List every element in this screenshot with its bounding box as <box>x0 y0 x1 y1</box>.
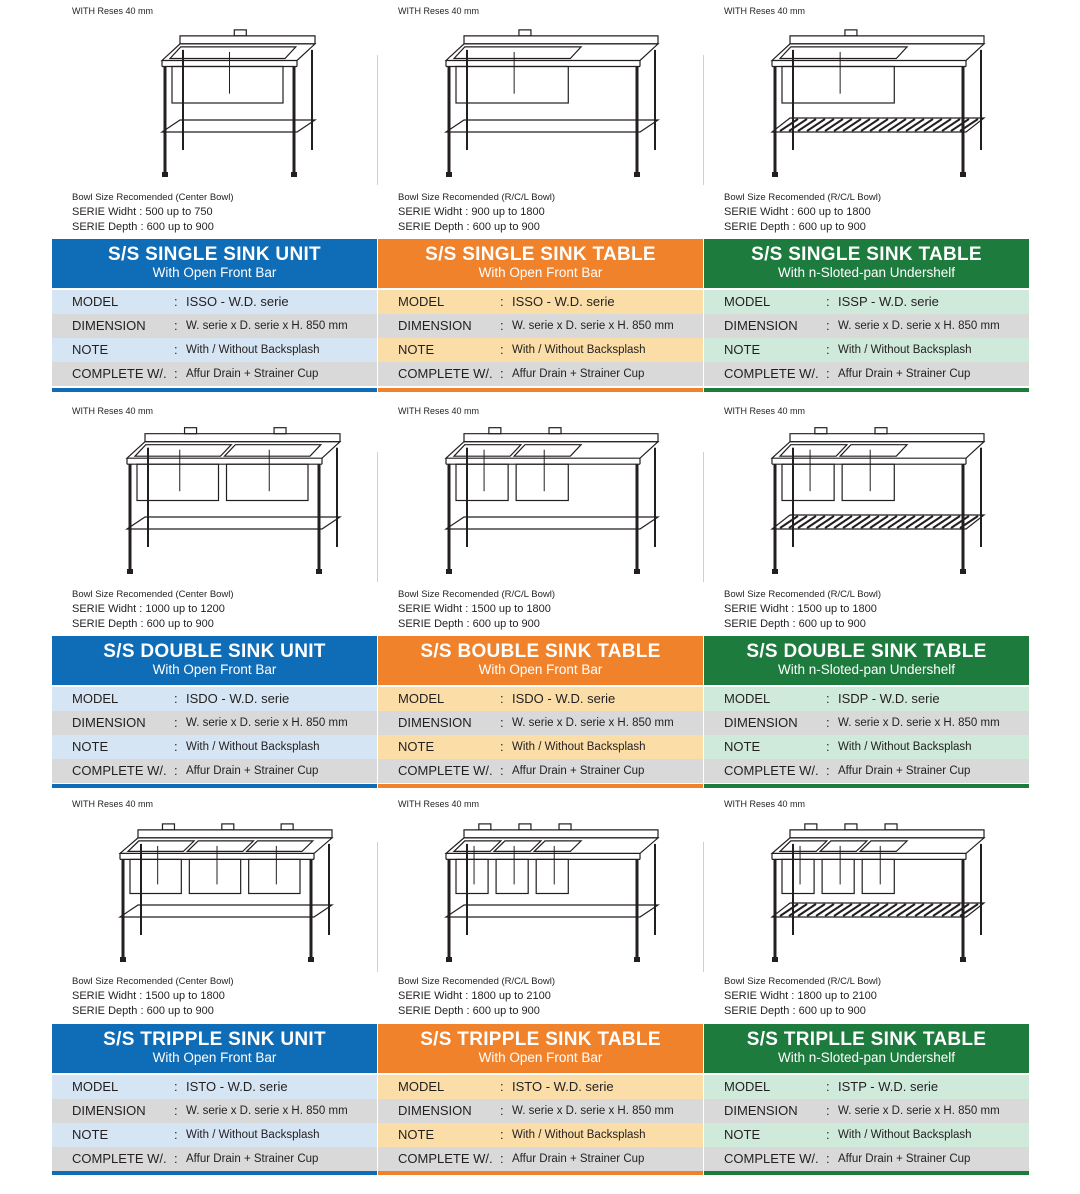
spec-label: NOTE <box>724 1127 761 1142</box>
spec-label: COMPLETE W/. <box>72 366 167 381</box>
spec-table <box>52 290 377 386</box>
spec-colon: : <box>826 715 830 730</box>
spec-colon: : <box>500 294 504 309</box>
reses-note: WITH Reses 40 mm <box>72 6 154 16</box>
serie-width-text: SERIE Widht : 1800 up to 2100 <box>398 990 551 1002</box>
card-bottom-line <box>52 1171 377 1175</box>
spec-colon: : <box>500 763 504 778</box>
spec-value-model: ISTO - W.D. serie <box>512 1079 614 1094</box>
serie-depth-text: SERIE Depth : 600 up to 900 <box>398 618 540 630</box>
spec-value-dimension: W. serie x D. serie x H. 850 mm <box>512 320 674 332</box>
spec-label: COMPLETE W/. <box>398 1151 493 1166</box>
product-title: S/S SINGLE SINK TABLE <box>751 244 982 265</box>
sink-table-single-icon <box>398 14 688 180</box>
spec-row-model <box>52 687 377 711</box>
reses-note: WITH Reses 40 mm <box>72 799 154 809</box>
spec-label: DIMENSION <box>72 318 146 333</box>
spec-row-dimension <box>704 1099 1029 1123</box>
bowl-info <box>72 190 234 235</box>
card-bottom-line <box>52 784 377 788</box>
spec-row-note <box>52 735 377 759</box>
card-bottom-line <box>704 784 1029 788</box>
product-title-banner <box>52 1024 377 1073</box>
reses-note: WITH Reses 40 mm <box>72 406 154 416</box>
spec-label: DIMENSION <box>398 715 472 730</box>
card-bottom-line <box>378 784 703 788</box>
product-title: S/S TRIPLLE SINK TABLE <box>746 1029 987 1050</box>
spec-colon: : <box>500 715 504 730</box>
spec-colon: : <box>826 1103 830 1118</box>
card-bottom-line <box>52 388 377 392</box>
spec-label: MODEL <box>724 294 771 309</box>
spec-label: NOTE <box>72 739 109 754</box>
spec-value-complete: Affur Drain + Strainer Cup <box>838 765 971 777</box>
spec-table <box>378 1075 703 1171</box>
bowl-size-text: Bowl Size Recomended (R/C/L Bowl) <box>398 192 555 203</box>
spec-colon: : <box>174 1103 178 1118</box>
spec-value-dimension: W. serie x D. serie x H. 850 mm <box>512 717 674 729</box>
spec-label: NOTE <box>72 342 109 357</box>
spec-colon: : <box>174 1079 178 1094</box>
serie-width-text: SERIE Widht : 1800 up to 2100 <box>724 990 877 1002</box>
bowl-size-text: Bowl Size Recomended (R/C/L Bowl) <box>398 589 555 600</box>
column-divider <box>377 55 378 185</box>
sink-drawing <box>724 14 1014 180</box>
bowl-size-text: Bowl Size Recomended (R/C/L Bowl) <box>398 976 555 987</box>
spec-row-note <box>378 1123 703 1147</box>
spec-table <box>704 1075 1029 1171</box>
serie-width-text: SERIE Widht : 900 up to 1800 <box>398 206 545 218</box>
spec-row-complete <box>704 362 1029 386</box>
column-divider <box>703 55 704 185</box>
spec-colon: : <box>826 342 830 357</box>
spec-value-model: ISDO - W.D. serie <box>512 691 616 706</box>
spec-value-note: With / Without Backsplash <box>186 741 320 753</box>
sink-drawing <box>398 14 688 180</box>
product-subtitle: With Open Front Bar <box>478 662 603 677</box>
spec-row-dimension <box>378 1099 703 1123</box>
spec-colon: : <box>826 763 830 778</box>
spec-value-note: With / Without Backsplash <box>512 741 646 753</box>
spec-value-note: With / Without Backsplash <box>838 741 972 753</box>
bowl-info <box>398 190 555 235</box>
spec-value-complete: Affur Drain + Strainer Cup <box>838 368 971 380</box>
spec-value-note: With / Without Backsplash <box>186 344 320 356</box>
spec-value-complete: Affur Drain + Strainer Cup <box>186 368 319 380</box>
spec-colon: : <box>500 739 504 754</box>
bowl-info <box>72 587 234 632</box>
bowl-info <box>724 190 881 235</box>
product-title: S/S TRIPPLE SINK UNIT <box>103 1029 326 1050</box>
spec-table <box>52 1075 377 1171</box>
serie-depth-text: SERIE Depth : 600 up to 900 <box>724 1005 866 1017</box>
spec-colon: : <box>174 1127 178 1142</box>
spec-value-complete: Affur Drain + Strainer Cup <box>186 1153 319 1165</box>
spec-colon: : <box>500 342 504 357</box>
serie-depth-text: SERIE Depth : 600 up to 900 <box>398 1005 540 1017</box>
spec-row-model <box>704 1075 1029 1099</box>
spec-colon: : <box>174 739 178 754</box>
column-divider <box>703 452 704 582</box>
spec-label: DIMENSION <box>72 1103 146 1118</box>
spec-value-dimension: W. serie x D. serie x H. 850 mm <box>838 717 1000 729</box>
spec-colon: : <box>826 294 830 309</box>
spec-value-note: With / Without Backsplash <box>838 344 972 356</box>
sink-drawing <box>398 810 688 965</box>
spec-colon: : <box>174 318 178 333</box>
spec-row-note <box>378 338 703 362</box>
spec-row-complete <box>704 1147 1029 1171</box>
serie-depth-text: SERIE Depth : 600 up to 900 <box>398 221 540 233</box>
product-title: S/S TRIPPLE SINK TABLE <box>420 1029 661 1050</box>
spec-value-model: ISDP - W.D. serie <box>838 691 940 706</box>
spec-colon: : <box>174 366 178 381</box>
bowl-size-text: Bowl Size Recomended (Center Bowl) <box>72 192 234 203</box>
spec-label: DIMENSION <box>72 715 146 730</box>
spec-value-dimension: W. serie x D. serie x H. 850 mm <box>838 320 1000 332</box>
spec-value-complete: Affur Drain + Strainer Cup <box>838 1153 971 1165</box>
spec-row-note <box>52 1123 377 1147</box>
bowl-info <box>72 974 234 1019</box>
column-divider <box>377 842 378 972</box>
column-divider <box>377 452 378 582</box>
serie-depth-text: SERIE Depth : 600 up to 900 <box>724 618 866 630</box>
product-title-banner <box>378 239 703 288</box>
spec-label: DIMENSION <box>724 1103 798 1118</box>
card-bottom-line <box>378 388 703 392</box>
spec-label: NOTE <box>72 1127 109 1142</box>
spec-row-note <box>378 735 703 759</box>
spec-label: DIMENSION <box>724 318 798 333</box>
spec-value-dimension: W. serie x D. serie x H. 850 mm <box>186 320 348 332</box>
spec-label: DIMENSION <box>398 318 472 333</box>
serie-depth-text: SERIE Depth : 600 up to 900 <box>72 618 214 630</box>
spec-colon: : <box>174 342 178 357</box>
spec-row-dimension <box>378 314 703 338</box>
card-bottom-line <box>704 1171 1029 1175</box>
spec-value-model: ISSO - W.D. serie <box>512 294 615 309</box>
card-bottom-line <box>378 1171 703 1175</box>
bowl-info <box>398 587 555 632</box>
spec-value-note: With / Without Backsplash <box>512 344 646 356</box>
product-title: S/S DOUBLE SINK TABLE <box>746 641 987 662</box>
spec-value-complete: Affur Drain + Strainer Cup <box>186 765 319 777</box>
spec-row-complete <box>378 759 703 783</box>
spec-label: COMPLETE W/. <box>724 763 819 778</box>
spec-value-model: ISTP - W.D. serie <box>838 1079 939 1094</box>
spec-label: COMPLETE W/. <box>72 763 167 778</box>
spec-row-model <box>52 1075 377 1099</box>
serie-width-text: SERIE Widht : 600 up to 1800 <box>724 206 871 218</box>
serie-depth-text: SERIE Depth : 600 up to 900 <box>72 1005 214 1017</box>
sink-table-double-icon <box>398 412 688 577</box>
reses-note: WITH Reses 40 mm <box>398 406 480 416</box>
spec-value-note: With / Without Backsplash <box>838 1129 972 1141</box>
sink-drawing <box>72 810 362 965</box>
product-catalog-grid <box>52 0 1030 1194</box>
bowl-size-text: Bowl Size Recomended (Center Bowl) <box>72 589 234 600</box>
spec-label: DIMENSION <box>398 1103 472 1118</box>
sink-unit-double-icon <box>72 412 362 577</box>
sink-unit-triple-icon <box>72 810 362 965</box>
serie-depth-text: SERIE Depth : 600 up to 900 <box>72 221 214 233</box>
spec-label: MODEL <box>72 1079 119 1094</box>
spec-label: MODEL <box>398 294 445 309</box>
spec-row-complete <box>52 362 377 386</box>
spec-label: NOTE <box>398 1127 435 1142</box>
spec-table <box>704 687 1029 783</box>
sink-table-triple-icon <box>398 810 688 965</box>
sink-table-triple-pan-icon <box>724 810 1014 965</box>
spec-row-complete <box>52 1147 377 1171</box>
spec-row-complete <box>52 759 377 783</box>
bowl-info <box>724 974 881 1019</box>
spec-value-model: ISDO - W.D. serie <box>186 691 290 706</box>
spec-row-dimension <box>704 711 1029 735</box>
spec-label: COMPLETE W/. <box>72 1151 167 1166</box>
spec-colon: : <box>500 1079 504 1094</box>
spec-colon: : <box>826 1127 830 1142</box>
spec-colon: : <box>826 691 830 706</box>
spec-colon: : <box>174 763 178 778</box>
bowl-info <box>398 974 555 1019</box>
spec-colon: : <box>500 691 504 706</box>
sink-drawing <box>72 412 362 577</box>
sink-drawing <box>72 14 362 180</box>
product-title-banner <box>704 636 1029 685</box>
spec-label: NOTE <box>724 342 761 357</box>
spec-colon: : <box>174 691 178 706</box>
spec-colon: : <box>826 366 830 381</box>
bowl-size-text: Bowl Size Recomended (R/C/L Bowl) <box>724 589 881 600</box>
spec-value-complete: Affur Drain + Strainer Cup <box>512 368 645 380</box>
serie-width-text: SERIE Widht : 1500 up to 1800 <box>398 603 551 615</box>
card-bottom-line <box>704 388 1029 392</box>
spec-label: COMPLETE W/. <box>724 366 819 381</box>
product-title-banner <box>704 239 1029 288</box>
spec-label: COMPLETE W/. <box>398 366 493 381</box>
product-title-banner <box>52 239 377 288</box>
spec-row-model <box>704 687 1029 711</box>
spec-row-model <box>378 290 703 314</box>
spec-colon: : <box>826 1151 830 1166</box>
product-subtitle: With n-Sloted-pan Undershelf <box>777 662 956 677</box>
sink-drawing <box>398 412 688 577</box>
spec-table <box>704 290 1029 386</box>
spec-colon: : <box>500 1103 504 1118</box>
serie-width-text: SERIE Widht : 1000 up to 1200 <box>72 603 225 615</box>
product-subtitle: With Open Front Bar <box>152 265 277 280</box>
spec-row-dimension <box>52 314 377 338</box>
serie-width-text: SERIE Widht : 1500 up to 1800 <box>72 990 225 1002</box>
spec-row-model <box>704 290 1029 314</box>
spec-row-note <box>704 735 1029 759</box>
product-subtitle: With Open Front Bar <box>152 1050 277 1065</box>
reses-note: WITH Reses 40 mm <box>398 6 480 16</box>
spec-value-model: ISSO - W.D. serie <box>186 294 289 309</box>
spec-table <box>52 687 377 783</box>
product-title-banner <box>52 636 377 685</box>
spec-row-complete <box>704 759 1029 783</box>
spec-row-complete <box>378 362 703 386</box>
spec-value-model: ISSP - W.D. serie <box>838 294 939 309</box>
spec-table <box>378 290 703 386</box>
reses-note: WITH Reses 40 mm <box>724 6 806 16</box>
product-title: S/S SINGLE SINK TABLE <box>425 244 656 265</box>
spec-colon: : <box>826 739 830 754</box>
sink-table-single-pan-icon <box>724 14 1014 180</box>
bowl-size-text: Bowl Size Recomended (R/C/L Bowl) <box>724 192 881 203</box>
spec-value-note: With / Without Backsplash <box>186 1129 320 1141</box>
spec-row-dimension <box>52 1099 377 1123</box>
reses-note: WITH Reses 40 mm <box>398 799 480 809</box>
spec-colon: : <box>826 318 830 333</box>
spec-colon: : <box>826 1079 830 1094</box>
spec-row-dimension <box>704 314 1029 338</box>
spec-colon: : <box>174 294 178 309</box>
spec-row-dimension <box>378 711 703 735</box>
serie-width-text: SERIE Widht : 500 up to 750 <box>72 206 213 218</box>
bowl-info <box>724 587 881 632</box>
spec-label: MODEL <box>398 1079 445 1094</box>
product-title: S/S BOUBLE SINK TABLE <box>420 641 661 662</box>
spec-table <box>378 687 703 783</box>
spec-label: MODEL <box>72 691 119 706</box>
spec-colon: : <box>500 366 504 381</box>
product-subtitle: With n-Sloted-pan Undershelf <box>777 265 956 280</box>
spec-label: MODEL <box>72 294 119 309</box>
spec-row-model <box>52 290 377 314</box>
bowl-size-text: Bowl Size Recomended (Center Bowl) <box>72 976 234 987</box>
sink-table-double-pan-icon <box>724 412 1014 577</box>
spec-label: NOTE <box>724 739 761 754</box>
product-subtitle: With Open Front Bar <box>152 662 277 677</box>
reses-note: WITH Reses 40 mm <box>724 406 806 416</box>
product-title-banner <box>704 1024 1029 1073</box>
spec-label: DIMENSION <box>724 715 798 730</box>
spec-value-dimension: W. serie x D. serie x H. 850 mm <box>186 717 348 729</box>
spec-value-dimension: W. serie x D. serie x H. 850 mm <box>512 1105 674 1117</box>
spec-row-model <box>378 1075 703 1099</box>
spec-value-complete: Affur Drain + Strainer Cup <box>512 765 645 777</box>
sink-drawing <box>724 412 1014 577</box>
spec-value-dimension: W. serie x D. serie x H. 850 mm <box>838 1105 1000 1117</box>
product-subtitle: With Open Front Bar <box>478 265 603 280</box>
spec-value-model: ISTO - W.D. serie <box>186 1079 288 1094</box>
spec-colon: : <box>500 1127 504 1142</box>
spec-colon: : <box>174 715 178 730</box>
product-title-banner <box>378 1024 703 1073</box>
sink-drawing <box>724 810 1014 965</box>
spec-label: MODEL <box>398 691 445 706</box>
spec-colon: : <box>500 1151 504 1166</box>
spec-colon: : <box>174 1151 178 1166</box>
serie-depth-text: SERIE Depth : 600 up to 900 <box>724 221 866 233</box>
bowl-size-text: Bowl Size Recomended (R/C/L Bowl) <box>724 976 881 987</box>
serie-width-text: SERIE Widht : 1500 up to 1800 <box>724 603 877 615</box>
product-title: S/S SINGLE SINK UNIT <box>108 244 321 265</box>
spec-label: NOTE <box>398 342 435 357</box>
product-subtitle: With Open Front Bar <box>478 1050 603 1065</box>
spec-colon: : <box>500 318 504 333</box>
spec-value-dimension: W. serie x D. serie x H. 850 mm <box>186 1105 348 1117</box>
spec-value-complete: Affur Drain + Strainer Cup <box>512 1153 645 1165</box>
spec-row-note <box>704 338 1029 362</box>
spec-value-note: With / Without Backsplash <box>512 1129 646 1141</box>
product-subtitle: With n-Sloted-pan Undershelf <box>777 1050 956 1065</box>
spec-row-dimension <box>52 711 377 735</box>
spec-label: COMPLETE W/. <box>398 763 493 778</box>
product-title-banner <box>378 636 703 685</box>
spec-row-model <box>378 687 703 711</box>
spec-label: COMPLETE W/. <box>724 1151 819 1166</box>
spec-row-note <box>52 338 377 362</box>
reses-note: WITH Reses 40 mm <box>724 799 806 809</box>
spec-row-note <box>704 1123 1029 1147</box>
spec-label: MODEL <box>724 691 771 706</box>
spec-label: MODEL <box>724 1079 771 1094</box>
product-title: S/S DOUBLE SINK UNIT <box>103 641 326 662</box>
spec-label: NOTE <box>398 739 435 754</box>
column-divider <box>703 842 704 972</box>
spec-row-complete <box>378 1147 703 1171</box>
sink-unit-single-icon <box>72 14 362 180</box>
